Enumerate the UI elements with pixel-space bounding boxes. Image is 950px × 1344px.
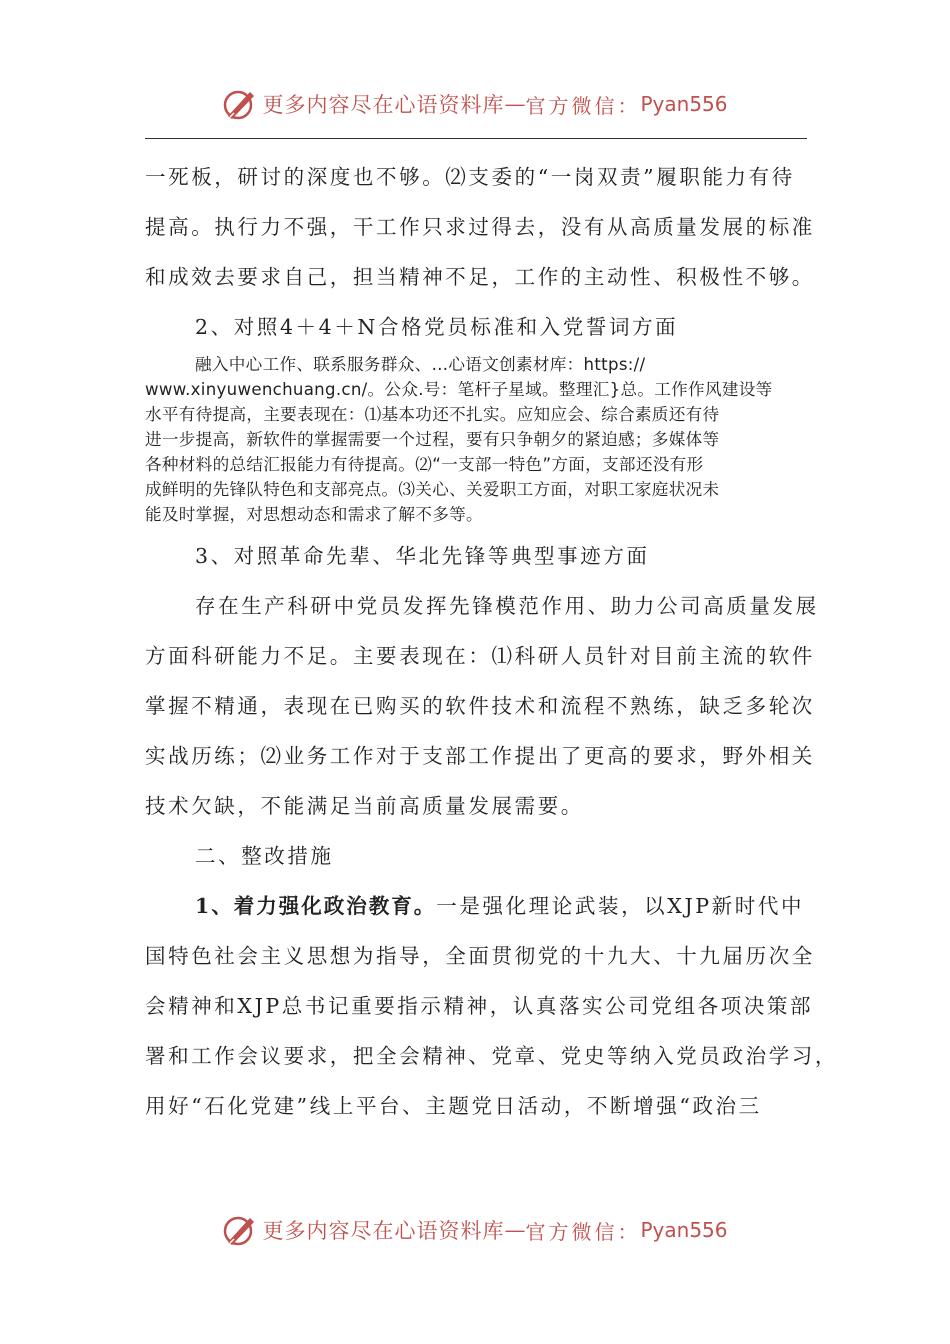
small-text-line: 能及时掌握，对思想动态和需求了解不多等。 <box>145 505 483 524</box>
small-text-block <box>145 352 805 527</box>
paragraph-line: 和成效去要求自己，担当精神不足，工作的主动性、积极性不够。 <box>145 265 815 289</box>
small-text-line: www.xinyuwenchuang.cn/。公众.号：笔杆子星域。整理汇}总。工作作风建设等 <box>145 380 773 399</box>
paragraph-line: 方面科研能力不足。主要表现在：⑴科研人员针对目前主流的软件 <box>145 644 815 668</box>
footer-dash: — <box>504 1218 526 1242</box>
small-text-line: 进一步提高，新软件的掌握需要一个过程，要有只争朝夕的紧迫感；多媒体等 <box>145 430 720 449</box>
subsection-heading-2: 2、对照4＋4＋N合格党员标准和入党誓词方面 <box>195 315 679 339</box>
footer-wechat-label: 官方微信： <box>525 1219 641 1244</box>
paragraph-line-rest: 一是强化理论武装，以XJP新时代中 <box>436 894 805 918</box>
paragraph-line: 署和工作会议要求，把全会精神、党章、党史等纳入党员政治学习， <box>145 1044 838 1068</box>
page-header <box>0 84 950 124</box>
page-footer <box>0 1210 950 1250</box>
header-wechat-id: Pyan556 <box>640 92 728 116</box>
paragraph-line: 技术欠缺，不能满足当前高质量发展需要。 <box>145 794 584 818</box>
header-dash: — <box>504 92 526 116</box>
section-heading: 二、整改措施 <box>195 844 334 868</box>
pen-logo-icon <box>222 1212 258 1248</box>
small-text-line: 各种材料的总结汇报能力有待提高。⑵“一支部一特色”方面，支部还没有形 <box>145 455 704 474</box>
pen-logo-icon <box>222 86 258 122</box>
footer-wechat-id: Pyan556 <box>640 1218 728 1242</box>
paragraph-line: 一死板，研讨的深度也不够。⑵支委的“一岗双责”履职能力有待 <box>145 165 795 189</box>
header-brand-text: 更多内容尽在心语资料库 <box>262 93 505 117</box>
paragraph-line: 会精神和XJP总书记重要指示精神，认真落实公司党组各项决策部 <box>145 994 814 1018</box>
small-text-line: 融入中心工作、联系服务群众、…心语文创素材库：https:// <box>195 355 646 374</box>
paragraph-line: 实战历练；⑵业务工作对于支部工作提出了更高的要求，野外相关 <box>145 744 815 768</box>
header-wechat-label: 官方微信： <box>525 93 641 118</box>
document-body <box>145 152 838 1131</box>
paragraph-line: 存在生产科研中党员发挥先锋模范作用、助力公司高质量发展 <box>195 594 819 618</box>
subsection-heading-3: 3、对照革命先辈、华北先锋等典型事迹方面 <box>195 544 650 568</box>
paragraph-line: 国特色社会主义思想为指导，全面贯彻党的十九大、十九届历次全 <box>145 944 815 968</box>
paragraph-line: 掌握不精通，表现在已购买的软件技术和流程不熟练，缺乏多轮次 <box>145 694 815 718</box>
paragraph-line <box>145 881 805 931</box>
small-text-line: 水平有待提高，主要表现在：⑴基本功还不扎实。应知应会、综合素质还有待 <box>145 405 720 424</box>
paragraph-line: 提高。执行力不强，干工作只求过得去，没有从高质量发展的标准 <box>145 215 815 239</box>
footer-brand-text: 更多内容尽在心语资料库 <box>262 1219 505 1243</box>
small-text-line: 成鲜明的先锋队特色和支部亮点。⑶关心、关爱职工方面，对职工家庭状况未 <box>145 480 720 499</box>
header-divider <box>145 138 807 139</box>
paragraph-line: 用好“石化党建”线上平台、主题党日活动，不断增强“政治三 <box>145 1094 762 1118</box>
bold-lead-heading: 1、着力强化政治教育。 <box>195 894 437 918</box>
